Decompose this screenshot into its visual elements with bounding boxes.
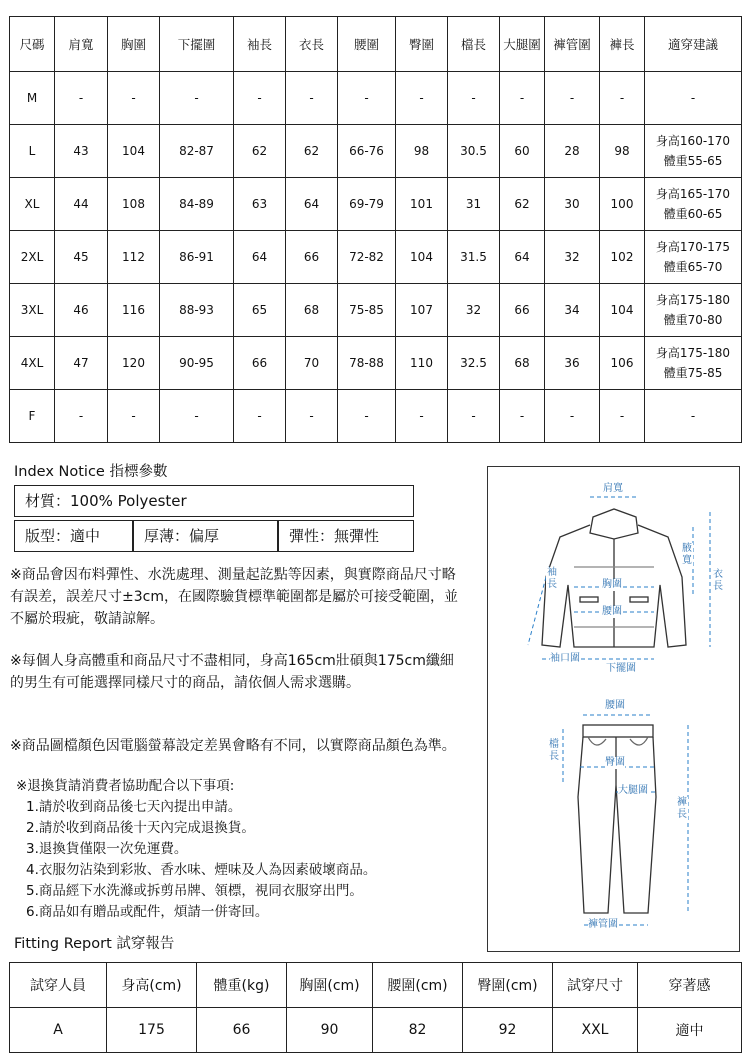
- jacket-icon: [542, 509, 686, 647]
- size-cell: -: [500, 390, 545, 443]
- size-cell: 31: [448, 178, 500, 231]
- header-cell: 大腿圍: [500, 17, 545, 72]
- size-cell: -: [55, 72, 108, 125]
- size-cell: 63: [234, 178, 286, 231]
- size-cell: -: [545, 390, 600, 443]
- size-cell: 104: [396, 231, 448, 284]
- size-cell: -: [396, 390, 448, 443]
- size-cell: 64: [234, 231, 286, 284]
- notice-item: [10, 650, 465, 694]
- return-policy-item: 4.衣服勿沾染到彩妝、香水味、煙味及人為因素破壞商品。: [26, 862, 377, 878]
- size-cell: 60: [500, 125, 545, 178]
- fitting-cell: 92: [463, 1008, 553, 1053]
- fit-advice-cell: [645, 337, 742, 390]
- size-cell: 45: [55, 231, 108, 284]
- size-row: [10, 337, 742, 390]
- fitting-header-cell: 體重(kg): [197, 963, 287, 1008]
- pants-length-label: 褲長: [677, 797, 687, 820]
- advice-height: -: [690, 409, 696, 423]
- size-cell: -: [600, 390, 645, 443]
- header-cell: 適穿建議: [645, 17, 742, 72]
- fitting-cell: 66: [197, 1008, 287, 1053]
- size-cell: -: [55, 390, 108, 443]
- chest-label: 胸圍: [602, 579, 622, 590]
- pants-icon: [578, 725, 656, 913]
- fit-advice-cell: [645, 125, 742, 178]
- size-cell: 62: [234, 125, 286, 178]
- fitting-data-row: [10, 1008, 742, 1053]
- size-cell: 98: [600, 125, 645, 178]
- pants-waist-label: 腰圍: [605, 700, 625, 711]
- advice-weight: 體重65-70: [663, 260, 723, 274]
- size-cell: 62: [286, 125, 338, 178]
- fitting-header-cell: 身高(cm): [107, 963, 197, 1008]
- size-label: XL: [10, 178, 55, 231]
- rise-label: 檔長: [549, 739, 559, 762]
- size-label: F: [10, 390, 55, 443]
- size-cell: 101: [396, 178, 448, 231]
- size-cell: 31.5: [448, 231, 500, 284]
- size-cell: 88-93: [160, 284, 234, 337]
- notice-text: 每個人身高體重和商品尺寸不盡相同，身高165cm壯碩與175cm纖細的男生有可能選擇同樣尺寸的商品，請依個人需求選購。: [10, 653, 454, 691]
- fit-advice-cell: [645, 284, 742, 337]
- length-label: 衣長: [713, 569, 723, 592]
- size-label: M: [10, 72, 55, 125]
- size-cell: -: [545, 72, 600, 125]
- size-cell: -: [286, 390, 338, 443]
- size-cell: 70: [286, 337, 338, 390]
- fitting-header-cell: 試穿人員: [10, 963, 107, 1008]
- return-policy-item: 5.商品經下水洗滌或拆剪吊牌、領標，視同衣服穿出門。: [26, 883, 363, 899]
- size-cell: 104: [108, 125, 160, 178]
- fitting-cell: 適中: [638, 1008, 742, 1053]
- size-cell: 84-89: [160, 178, 234, 231]
- fitting-cell: 90: [287, 1008, 373, 1053]
- size-cell: 32: [448, 284, 500, 337]
- fit-advice-cell: [645, 390, 742, 443]
- size-cell: -: [234, 72, 286, 125]
- size-cell: 82-87: [160, 125, 234, 178]
- fitting-report-title: Fitting Report 試穿報告: [14, 936, 175, 952]
- hip-label: 臀圍: [605, 757, 625, 768]
- size-label: 4XL: [10, 337, 55, 390]
- size-cell: 46: [55, 284, 108, 337]
- advice-height: 身高175-180: [655, 293, 731, 307]
- leg-opening-label: 褲管圍: [588, 919, 618, 930]
- return-policy-title: ※退換貨請消費者協助配合以下事項:: [16, 778, 235, 794]
- fitting-header-row: [10, 963, 742, 1008]
- waist-label: 腰圍: [602, 606, 622, 617]
- size-cell: -: [160, 390, 234, 443]
- size-cell: 66: [234, 337, 286, 390]
- fit-advice-cell: [645, 72, 742, 125]
- size-cell: 69-79: [338, 178, 396, 231]
- size-cell: 68: [286, 284, 338, 337]
- size-cell: 66: [500, 284, 545, 337]
- attribute-row: [14, 520, 414, 552]
- size-cell: 36: [545, 337, 600, 390]
- size-table-header: [10, 17, 742, 72]
- size-cell: 47: [55, 337, 108, 390]
- advice-weight: 體重75-85: [663, 366, 723, 380]
- size-cell: 66: [286, 231, 338, 284]
- advice-height: 身高170-175: [655, 240, 731, 254]
- advice-height: 身高175-180: [655, 346, 731, 360]
- size-cell: -: [396, 72, 448, 125]
- size-cell: 90-95: [160, 337, 234, 390]
- size-label: L: [10, 125, 55, 178]
- advice-weight: 體重60-65: [663, 207, 723, 221]
- notice-text: 商品會因布料彈性、水洗處理、測量起訖點等因素，與實際商品尺寸略有誤差，誤差尺寸±3cm，在國際驗貨標準範圍都是屬於可接受範圍，並不屬於瑕疵，敬請諒解。: [10, 567, 458, 627]
- size-cell: -: [108, 72, 160, 125]
- size-cell: -: [448, 72, 500, 125]
- advice-weight: 體重70-80: [663, 313, 723, 327]
- material-field: 材質：100% Polyester: [14, 485, 414, 517]
- size-cell: 32.5: [448, 337, 500, 390]
- header-cell: 腰圍: [338, 17, 396, 72]
- size-cell: 66-76: [338, 125, 396, 178]
- armpit-label: 腋寬: [682, 543, 692, 566]
- size-table: [9, 16, 742, 443]
- header-cell: 衣長: [286, 17, 338, 72]
- size-cell: 104: [600, 284, 645, 337]
- size-label: 2XL: [10, 231, 55, 284]
- size-cell: 65: [234, 284, 286, 337]
- advice-height: 身高165-170: [655, 187, 731, 201]
- size-cell: 72-82: [338, 231, 396, 284]
- return-policy-item: 3.退換貨僅限一次免運費。: [26, 841, 188, 857]
- size-cell: 120: [108, 337, 160, 390]
- fitting-cell: 82: [373, 1008, 463, 1053]
- elasticity-field: 彈性：無彈性: [278, 520, 414, 552]
- size-cell: 107: [396, 284, 448, 337]
- return-policy-item: 1.請於收到商品後七天內提出申請。: [26, 799, 242, 815]
- size-cell: 44: [55, 178, 108, 231]
- notice-mark: ※: [10, 567, 22, 583]
- size-cell: 108: [108, 178, 160, 231]
- size-cell: -: [600, 72, 645, 125]
- advice-height: -: [690, 91, 696, 105]
- size-row: [10, 284, 742, 337]
- size-cell: 34: [545, 284, 600, 337]
- size-cell: 98: [396, 125, 448, 178]
- size-cell: 64: [500, 231, 545, 284]
- fit-field: 版型：適中: [14, 520, 133, 552]
- fitting-cell: A: [10, 1008, 107, 1053]
- thickness-field: 厚薄：偏厚: [133, 520, 278, 552]
- size-cell: 78-88: [338, 337, 396, 390]
- size-cell: -: [160, 72, 234, 125]
- size-cell: 100: [600, 178, 645, 231]
- fitting-header-cell: 穿著感: [638, 963, 742, 1008]
- size-row: [10, 178, 742, 231]
- header-cell: 褲管圍: [545, 17, 600, 72]
- fitting-header-cell: 臀圍(cm): [463, 963, 553, 1008]
- size-cell: -: [338, 72, 396, 125]
- notice-text: 商品圖檔顏色因電腦螢幕設定差異會略有不同，以實際商品顏色為準。: [21, 738, 456, 754]
- size-cell: -: [338, 390, 396, 443]
- size-cell: -: [286, 72, 338, 125]
- size-cell: 64: [286, 178, 338, 231]
- advice-weight: 體重55-65: [663, 154, 723, 168]
- header-cell: 袖長: [234, 17, 286, 72]
- size-cell: 68: [500, 337, 545, 390]
- size-row: [10, 390, 742, 443]
- fitting-report-table: [9, 962, 742, 1053]
- notice-mark: ※: [10, 738, 22, 754]
- header-cell: 下擺圍: [160, 17, 234, 72]
- notice-mark: ※: [10, 653, 22, 669]
- cuff-label: 袖口圍: [550, 653, 580, 664]
- size-cell: 62: [500, 178, 545, 231]
- size-row: [10, 231, 742, 284]
- fitting-header-cell: 腰圍(cm): [373, 963, 463, 1008]
- thigh-label: 大腿圍: [618, 785, 648, 796]
- size-cell: -: [108, 390, 160, 443]
- return-policy-item: 6.商品如有贈品或配件，煩請一併寄回。: [26, 904, 269, 920]
- index-notice-title: Index Notice 指標參數: [14, 464, 168, 480]
- shoulder-label: 肩寬: [603, 483, 623, 494]
- fitting-header-cell: 試穿尺寸: [553, 963, 638, 1008]
- size-cell: 110: [396, 337, 448, 390]
- size-cell: 30: [545, 178, 600, 231]
- return-policy-item: 2.請於收到商品後十天內完成退換貨。: [26, 820, 255, 836]
- header-cell: 肩寬: [55, 17, 108, 72]
- size-cell: 116: [108, 284, 160, 337]
- header-cell: 胸圍: [108, 17, 160, 72]
- hem-label: 下擺圍: [606, 663, 636, 674]
- sleeve-label: 袖長: [547, 567, 557, 590]
- fitting-cell: 175: [107, 1008, 197, 1053]
- fitting-cell: XXL: [553, 1008, 638, 1053]
- size-cell: 86-91: [160, 231, 234, 284]
- size-cell: 43: [55, 125, 108, 178]
- size-cell: 112: [108, 231, 160, 284]
- size-cell: 28: [545, 125, 600, 178]
- header-cell: 檔長: [448, 17, 500, 72]
- advice-height: 身高160-170: [655, 134, 731, 148]
- notice-item: [10, 735, 465, 757]
- size-cell: -: [448, 390, 500, 443]
- header-cell: 臀圍: [396, 17, 448, 72]
- size-cell: -: [500, 72, 545, 125]
- header-cell: 尺碼: [10, 17, 55, 72]
- size-cell: 106: [600, 337, 645, 390]
- size-label: 3XL: [10, 284, 55, 337]
- size-cell: 32: [545, 231, 600, 284]
- return-policy: [16, 776, 466, 923]
- fit-advice-cell: [645, 231, 742, 284]
- size-row: [10, 125, 742, 178]
- size-cell: 30.5: [448, 125, 500, 178]
- size-cell: -: [234, 390, 286, 443]
- size-row: [10, 72, 742, 125]
- notice-item: [10, 564, 465, 630]
- fitting-header-cell: 胸圍(cm): [287, 963, 373, 1008]
- size-cell: 102: [600, 231, 645, 284]
- fit-advice-cell: [645, 178, 742, 231]
- measurement-diagram: [487, 466, 740, 952]
- size-cell: 75-85: [338, 284, 396, 337]
- header-cell: 褲長: [600, 17, 645, 72]
